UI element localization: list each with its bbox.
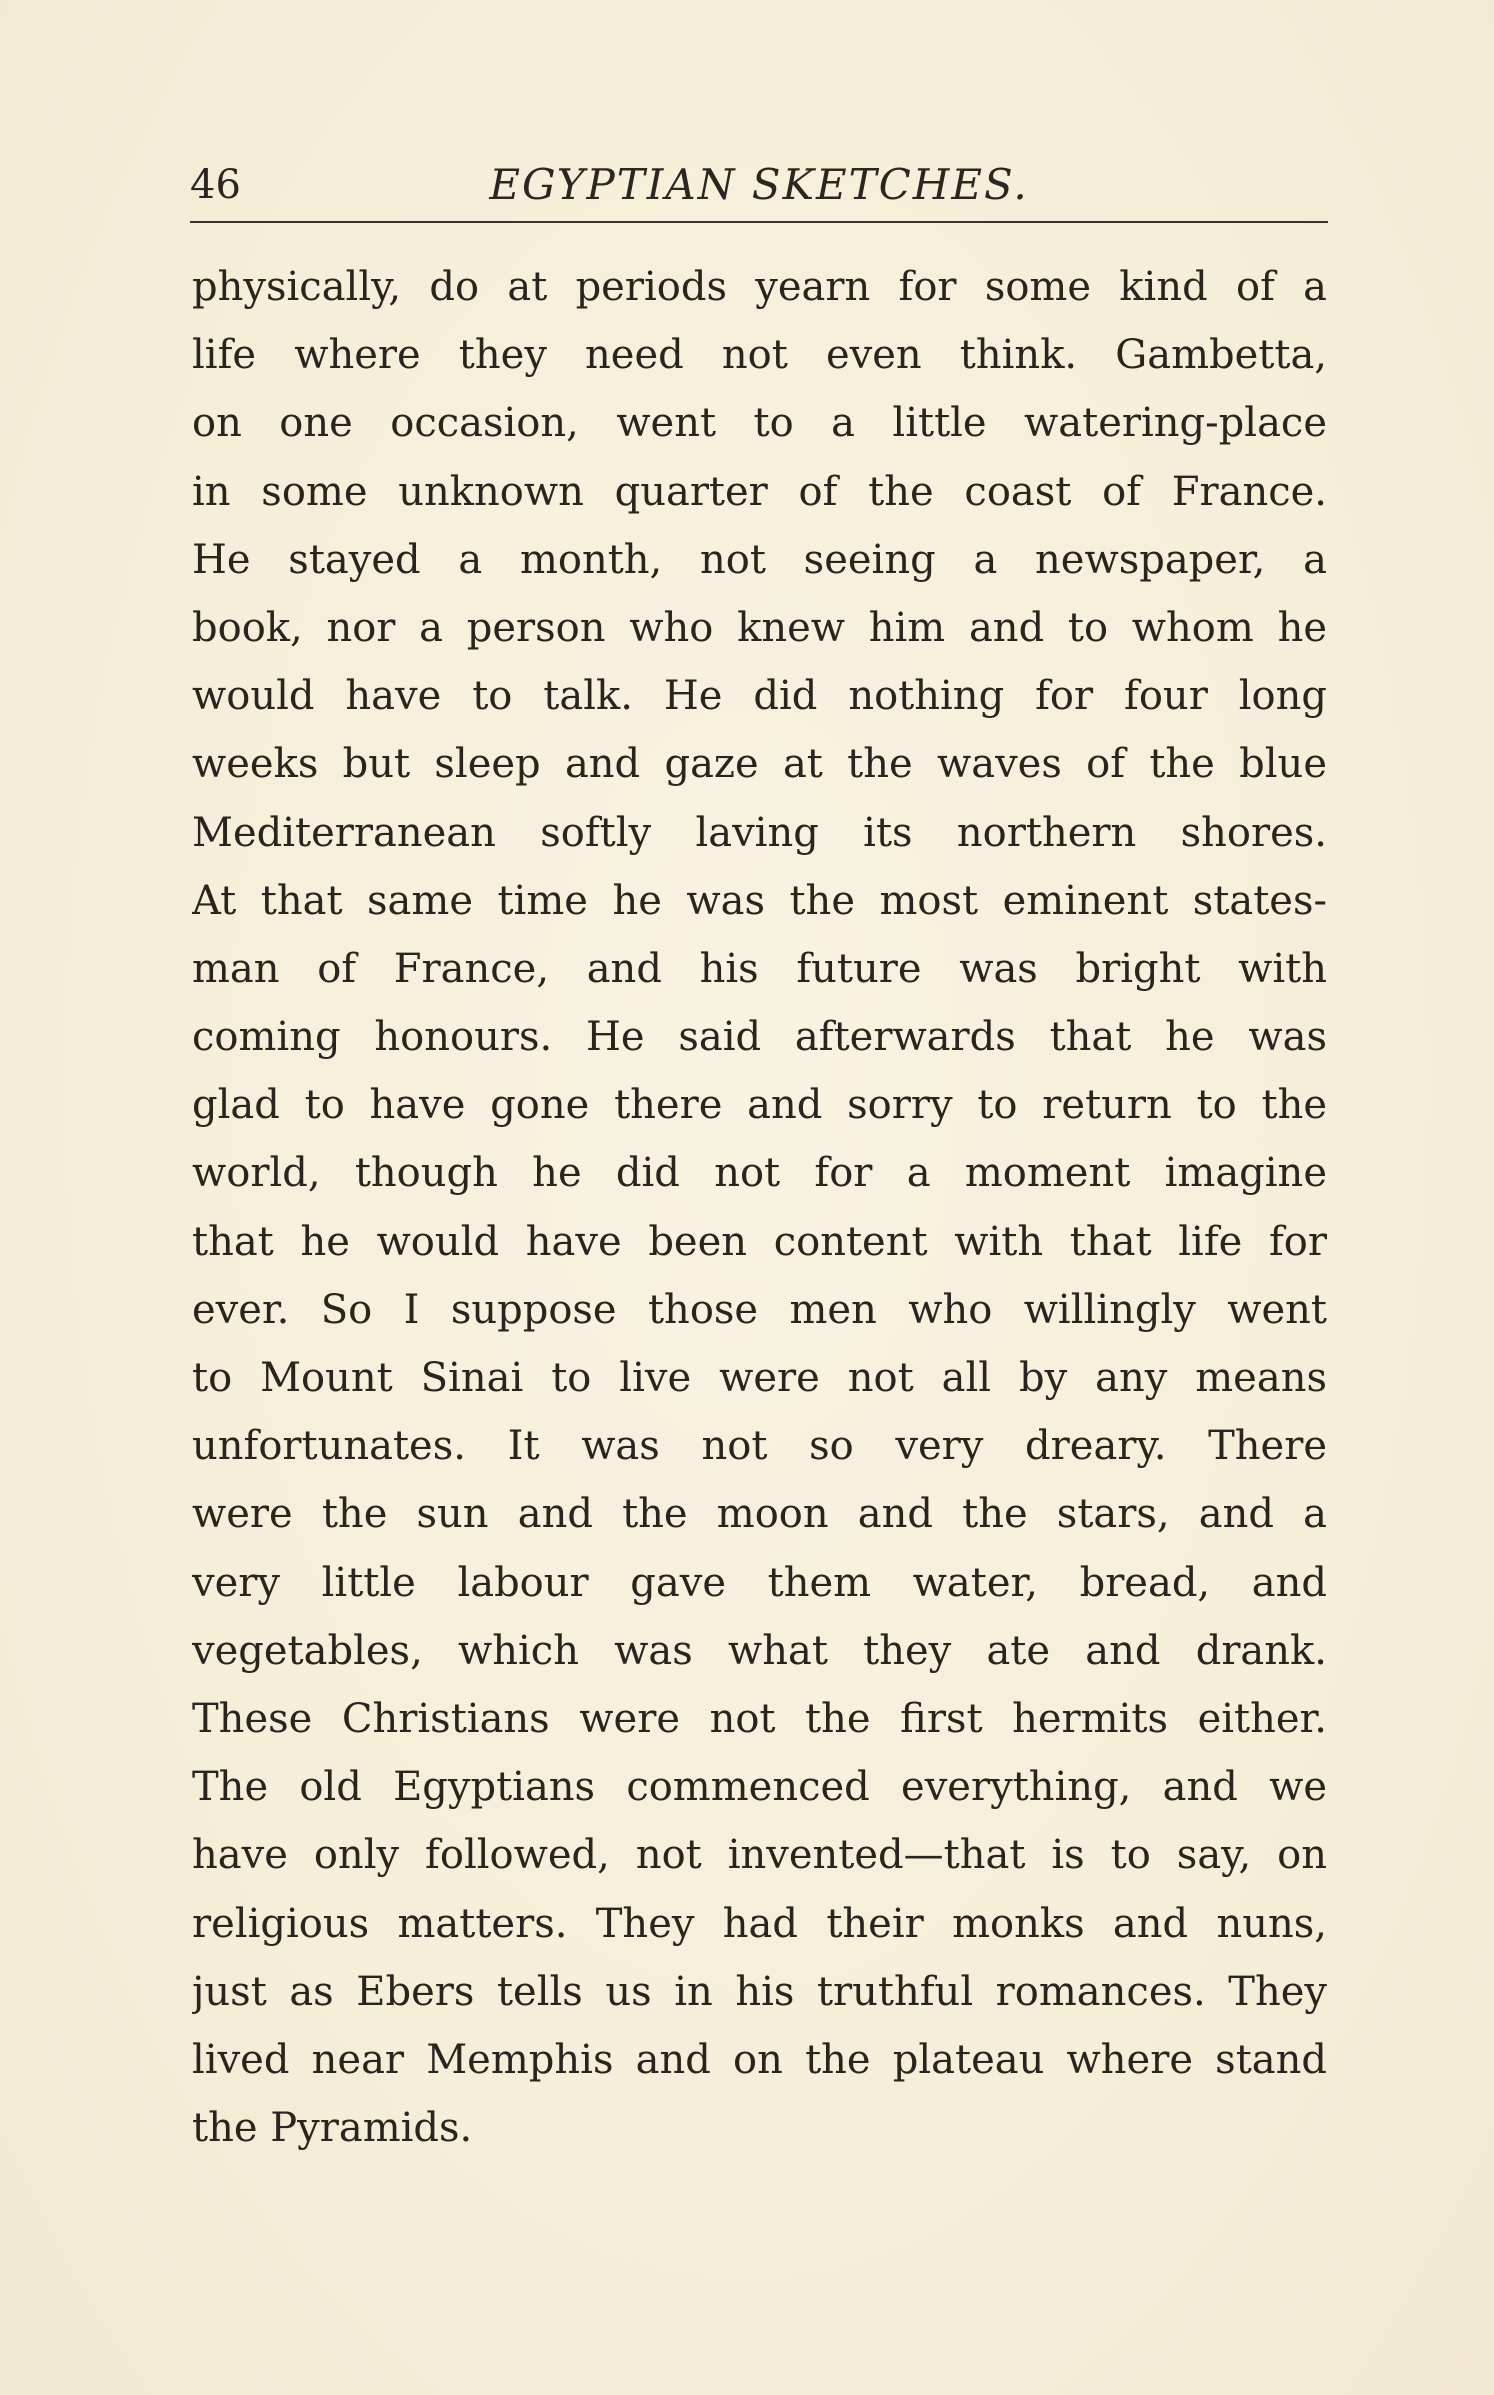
body-text — [192, 253, 1327, 2162]
text-line: to Mount Sinai to live were not all by any means — [192, 1355, 1327, 1401]
text-line: lived near Memphis and on the plateau where stand — [192, 2036, 1327, 2083]
running-head: EGYPTIAN SKETCHES. — [489, 160, 1029, 209]
page-number: 46 — [190, 162, 241, 208]
text-line: just as Ebers tells us in his truthful romances. They — [192, 1968, 1327, 2015]
text-line: glad to have gone there and sorry to return to the — [192, 1082, 1327, 1129]
text-line: weeks but sleep and gaze at the waves of the blue — [192, 741, 1327, 788]
text-line: were the sun and the moon and the stars, and a — [192, 1491, 1327, 1538]
text-line: the Pyramids. — [192, 2105, 473, 2152]
text-line: in some unknown quarter of the coast of France. — [192, 468, 1327, 515]
text-line: would have to talk. He did nothing for four long — [192, 673, 1327, 720]
text-line: physically, do at periods yearn for some kind of a — [192, 264, 1327, 310]
text-line: These Christians were not the first hermits either. — [192, 1695, 1327, 1742]
text-line: very little labour gave them water, bread, and — [192, 1559, 1327, 1606]
text-line: have only followed, not invented—that is to say, on — [192, 1832, 1327, 1879]
text-line: book, nor a person who knew him and to whom he — [192, 604, 1327, 651]
text-line: world, though he did not for a moment imagine — [192, 1150, 1327, 1197]
text-line: religious matters. They had their monks and nuns, — [192, 1900, 1327, 1947]
text-line: At that same time he was the most eminent states- — [192, 877, 1327, 924]
text-line: life where they need not even think. Gambetta, — [192, 332, 1327, 379]
text-line: coming honours. He said afterwards that he was — [192, 1014, 1327, 1061]
text-line: The old Egyptians commenced everything, and we — [192, 1764, 1327, 1811]
text-line: Mediterranean softly laving its northern shores. — [192, 809, 1327, 856]
text-line: ever. So I suppose those men who willingly went — [192, 1286, 1327, 1333]
text-line: unfortunates. It was not so very dreary. There — [192, 1423, 1327, 1470]
header-rule — [190, 221, 1328, 223]
text-line: on one occasion, went to a little watering-place — [192, 400, 1327, 447]
page-header — [190, 150, 1328, 220]
text-line: He stayed a month, not seeing a newspaper, a — [192, 536, 1327, 583]
text-line: that he would have been content with that life for — [192, 1218, 1327, 1265]
text-line: man of France, and his future was bright with — [192, 945, 1327, 992]
text-line: vegetables, which was what they ate and drank. — [192, 1627, 1327, 1674]
